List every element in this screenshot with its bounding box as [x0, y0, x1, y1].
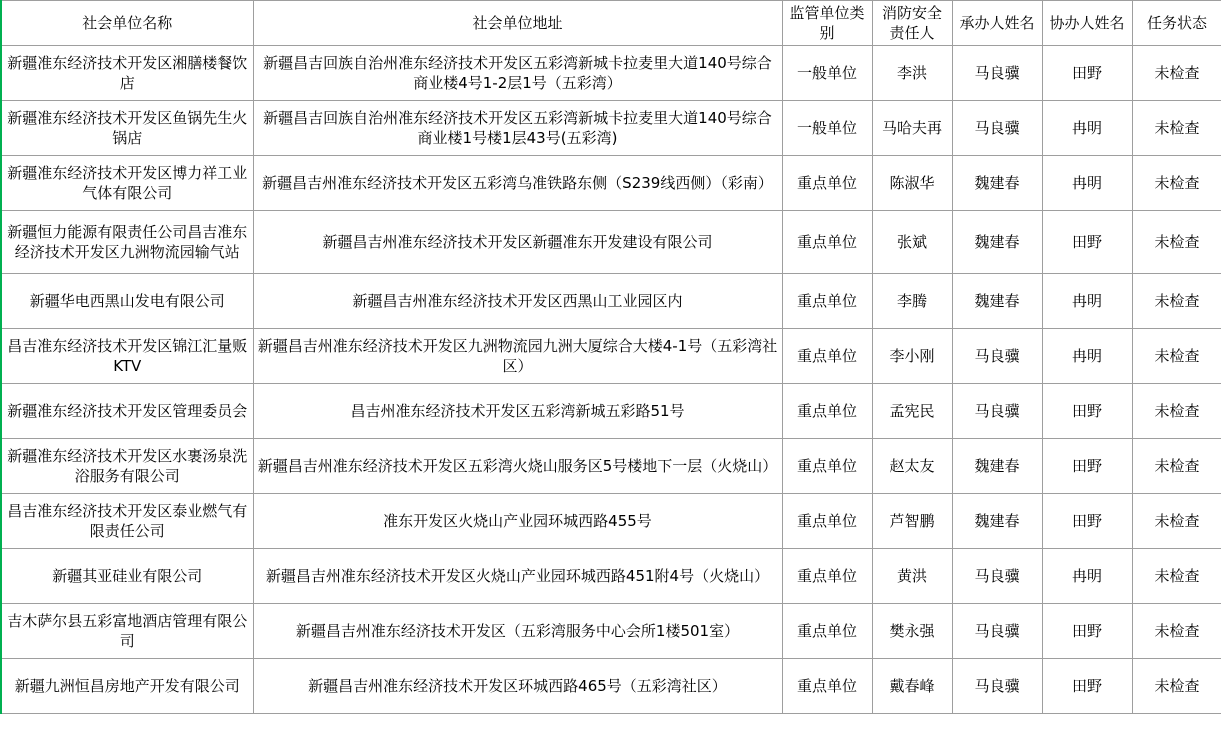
cell-unit-name[interactable]: 昌吉准东经济技术开发区泰业燃气有限责任公司	[1, 494, 253, 549]
header-cell-unit-address[interactable]: 社会单位地址	[253, 1, 782, 46]
table-row	[1, 274, 1221, 329]
cell-unit-address[interactable]: 新疆昌吉州准东经济技术开发区五彩湾火烧山服务区5号楼地下一层（火烧山）	[253, 439, 782, 494]
cell-assistant[interactable]: 田野	[1042, 494, 1132, 549]
cell-unit-name[interactable]: 新疆准东经济技术开发区湘膳楼餐饮店	[1, 46, 253, 101]
cell-handler[interactable]: 魏建春	[952, 156, 1042, 211]
cell-unit-address[interactable]: 新疆昌吉州准东经济技术开发区环城西路465号（五彩湾社区）	[253, 659, 782, 714]
cell-unit-name[interactable]: 吉木萨尔县五彩富地酒店管理有限公司	[1, 604, 253, 659]
cell-unit-name[interactable]: 新疆准东经济技术开发区鱼锅先生火锅店	[1, 101, 253, 156]
cell-handler[interactable]: 魏建春	[952, 494, 1042, 549]
table-row	[1, 604, 1221, 659]
cell-unit-address[interactable]: 新疆昌吉州准东经济技术开发区西黑山工业园区内	[253, 274, 782, 329]
cell-category[interactable]: 重点单位	[782, 329, 872, 384]
cell-fire-safety-person[interactable]: 李小刚	[872, 329, 952, 384]
cell-category[interactable]: 重点单位	[782, 549, 872, 604]
header-cell-fire-safety-person[interactable]: 消防安全责任人	[872, 1, 952, 46]
table-row	[1, 156, 1221, 211]
cell-fire-safety-person[interactable]: 戴春峰	[872, 659, 952, 714]
cell-category[interactable]: 一般单位	[782, 46, 872, 101]
cell-assistant[interactable]: 田野	[1042, 659, 1132, 714]
cell-task-status[interactable]: 未检查	[1132, 329, 1221, 384]
cell-task-status[interactable]: 未检查	[1132, 156, 1221, 211]
cell-handler[interactable]: 马良骥	[952, 549, 1042, 604]
header-row	[1, 1, 1221, 46]
header-cell-task-status[interactable]: 任务状态	[1132, 1, 1221, 46]
table-row	[1, 494, 1221, 549]
cell-unit-address[interactable]: 新疆昌吉州准东经济技术开发区（五彩湾服务中心会所1楼501室）	[253, 604, 782, 659]
cell-fire-safety-person[interactable]: 樊永强	[872, 604, 952, 659]
table-row	[1, 549, 1221, 604]
cell-unit-address[interactable]: 准东开发区火烧山产业园环城西路455号	[253, 494, 782, 549]
cell-handler[interactable]: 魏建春	[952, 274, 1042, 329]
cell-assistant[interactable]: 冉明	[1042, 156, 1132, 211]
cell-category[interactable]: 重点单位	[782, 384, 872, 439]
cell-category[interactable]: 重点单位	[782, 604, 872, 659]
cell-fire-safety-person[interactable]: 赵太友	[872, 439, 952, 494]
cell-unit-name[interactable]: 新疆华电西黑山发电有限公司	[1, 274, 253, 329]
cell-handler[interactable]: 魏建春	[952, 211, 1042, 274]
cell-unit-name[interactable]: 新疆准东经济技术开发区管理委员会	[1, 384, 253, 439]
cell-unit-address[interactable]: 新疆昌吉回族自治州准东经济技术开发区五彩湾新城卡拉麦里大道140号综合商业楼4号1-2层1号（五彩湾）	[253, 46, 782, 101]
cell-fire-safety-person[interactable]: 黄洪	[872, 549, 952, 604]
cell-unit-address[interactable]: 新疆昌吉回族自治州准东经济技术开发区五彩湾新城卡拉麦里大道140号综合商业楼1号楼1层43号(五彩湾)	[253, 101, 782, 156]
cell-unit-address[interactable]: 新疆昌吉州准东经济技术开发区新疆准东开发建设有限公司	[253, 211, 782, 274]
cell-handler[interactable]: 马良骥	[952, 384, 1042, 439]
table-row	[1, 211, 1221, 274]
cell-task-status[interactable]: 未检查	[1132, 211, 1221, 274]
table-row	[1, 101, 1221, 156]
cell-assistant[interactable]: 田野	[1042, 211, 1132, 274]
cell-category[interactable]: 重点单位	[782, 211, 872, 274]
cell-assistant[interactable]: 冉明	[1042, 101, 1132, 156]
table-row	[1, 659, 1221, 714]
cell-fire-safety-person[interactable]: 陈淑华	[872, 156, 952, 211]
cell-task-status[interactable]: 未检查	[1132, 659, 1221, 714]
cell-unit-name[interactable]: 新疆其亚硅业有限公司	[1, 549, 253, 604]
cell-task-status[interactable]: 未检查	[1132, 604, 1221, 659]
cell-assistant[interactable]: 田野	[1042, 384, 1132, 439]
cell-fire-safety-person[interactable]: 孟宪民	[872, 384, 952, 439]
cell-unit-name[interactable]: 昌吉准东经济技术开发区锦江汇量贩KTV	[1, 329, 253, 384]
cell-category[interactable]: 重点单位	[782, 659, 872, 714]
cell-unit-address[interactable]: 新疆昌吉州准东经济技术开发区五彩湾乌准铁路东侧（S239线西侧）（彩南）	[253, 156, 782, 211]
cell-task-status[interactable]: 未检查	[1132, 384, 1221, 439]
cell-assistant[interactable]: 冉明	[1042, 549, 1132, 604]
header-cell-assistant[interactable]: 协办人姓名	[1042, 1, 1132, 46]
cell-assistant[interactable]: 田野	[1042, 46, 1132, 101]
cell-task-status[interactable]: 未检查	[1132, 101, 1221, 156]
cell-fire-safety-person[interactable]: 李洪	[872, 46, 952, 101]
cell-category[interactable]: 重点单位	[782, 439, 872, 494]
table-row	[1, 329, 1221, 384]
cell-task-status[interactable]: 未检查	[1132, 549, 1221, 604]
cell-assistant[interactable]: 田野	[1042, 604, 1132, 659]
cell-task-status[interactable]: 未检查	[1132, 494, 1221, 549]
cell-unit-name[interactable]: 新疆准东经济技术开发区水裹汤泉洗浴服务有限公司	[1, 439, 253, 494]
cell-category[interactable]: 一般单位	[782, 101, 872, 156]
cell-category[interactable]: 重点单位	[782, 494, 872, 549]
table-row	[1, 439, 1221, 494]
header-cell-category[interactable]: 监管单位类别	[782, 1, 872, 46]
cell-handler[interactable]: 马良骥	[952, 46, 1042, 101]
cell-assistant[interactable]: 冉明	[1042, 274, 1132, 329]
cell-category[interactable]: 重点单位	[782, 156, 872, 211]
cell-assistant[interactable]: 冉明	[1042, 329, 1132, 384]
cell-fire-safety-person[interactable]: 芦智鹏	[872, 494, 952, 549]
table-row	[1, 384, 1221, 439]
cell-handler[interactable]: 马良骥	[952, 101, 1042, 156]
cell-handler[interactable]: 马良骥	[952, 659, 1042, 714]
header-cell-handler[interactable]: 承办人姓名	[952, 1, 1042, 46]
cell-handler[interactable]: 马良骥	[952, 329, 1042, 384]
cell-unit-address[interactable]: 新疆昌吉州准东经济技术开发区火烧山产业园环城西路451附4号（火烧山）	[253, 549, 782, 604]
header-cell-unit-name[interactable]: 社会单位名称	[1, 1, 253, 46]
cell-handler[interactable]: 马良骥	[952, 604, 1042, 659]
cell-unit-address[interactable]: 昌吉州准东经济技术开发区五彩湾新城五彩路51号	[253, 384, 782, 439]
cell-task-status[interactable]: 未检查	[1132, 274, 1221, 329]
cell-task-status[interactable]: 未检查	[1132, 439, 1221, 494]
cell-unit-name[interactable]: 新疆九洲恒昌房地产开发有限公司	[1, 659, 253, 714]
cell-category[interactable]: 重点单位	[782, 274, 872, 329]
cell-assistant[interactable]: 田野	[1042, 439, 1132, 494]
cell-unit-name[interactable]: 新疆恒力能源有限责任公司昌吉准东经济技术开发区九洲物流园输气站	[1, 211, 253, 274]
cell-unit-name[interactable]: 新疆准东经济技术开发区博力祥工业气体有限公司	[1, 156, 253, 211]
cell-fire-safety-person[interactable]: 马哈夫再	[872, 101, 952, 156]
cell-unit-address[interactable]: 新疆昌吉州准东经济技术开发区九洲物流园九洲大厦综合大楼4-1号（五彩湾社区）	[253, 329, 782, 384]
cell-fire-safety-person[interactable]: 李腾	[872, 274, 952, 329]
cell-task-status[interactable]: 未检查	[1132, 46, 1221, 101]
table-row	[1, 46, 1221, 101]
cell-handler[interactable]: 魏建春	[952, 439, 1042, 494]
cell-fire-safety-person[interactable]: 张斌	[872, 211, 952, 274]
